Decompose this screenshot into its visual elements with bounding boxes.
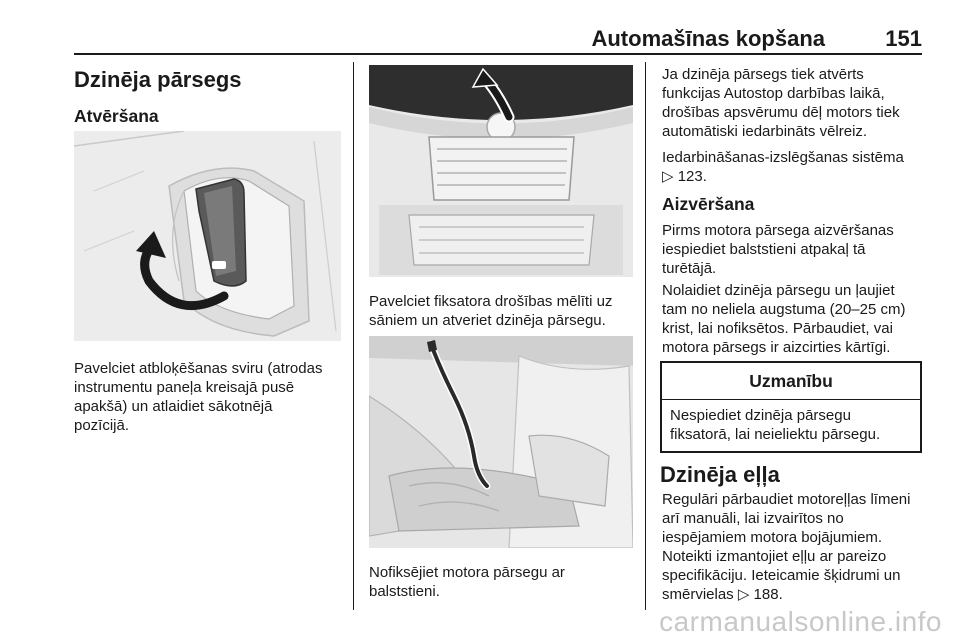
caption-safety-catch: Pavelciet fiksatora drošības mēlīti uz sāniem un atveriet dzinēja pārsegu. <box>369 293 613 329</box>
subsection-title: Aizvēršana <box>662 194 755 214</box>
column-divider <box>645 62 646 610</box>
page-number: 151 <box>885 26 922 51</box>
column-divider <box>353 62 354 610</box>
caution-notice-box <box>660 361 922 453</box>
running-header-title: Automašīnas kopšana <box>591 26 825 51</box>
header-rule <box>74 53 922 55</box>
hood-release-lever-illustration <box>74 131 341 341</box>
section-title: Dzinēja eļļa <box>660 462 780 487</box>
closing-paragraph: Pirms motora pārsega aizvēršanas iespiediet balststieni atpakaļ tā turētājā. <box>662 222 894 277</box>
section-title: Dzinēja pārsegs <box>74 67 242 92</box>
notice-text: Nespiediet dzinēja pārsegu fiksatorā, lai neieliektu pārsegu. <box>670 407 881 443</box>
closing-paragraph: Nolaidiet dzinēja pārsegu un ļaujiet tam no neliela augstuma (20–25 cm) krist, lai nofiksētos. Pārbaudiet, vai motora pārsegs ir aizcirties kārtīgi. <box>662 282 906 356</box>
notice-heading: Uzmanību <box>662 363 920 400</box>
autostop-paragraph: Ja dzinēja pārsegs tiek atvērts funkcijas Autostop darbības laikā, drošības apsvērumu dēļ motors tiek automātiski iedarbināts vēlreiz. <box>662 66 900 140</box>
hood-support-rod-illustration <box>369 336 633 548</box>
subsection-title: Atvēršana <box>74 106 159 126</box>
engine-oil-paragraph: Regulāri pārbaudiet motoreļļas līmeni arī manuāli, lai izvairītos no iespējamiem motora bojājumiem. Noteikti izmantojiet eļļu ar pareizo specifikāciju. Ieteicamie šķidrumi un smērvielas ▷ 188. <box>662 491 911 603</box>
caption-hood-release: Pavelciet atbloķēšanas sviru (atrodas instrumentu paneļa kreisajā pusē apakšā) un atlaidiet sākotnējā pozīcijā. <box>74 360 323 434</box>
watermark: carmanualsonline.info <box>659 606 942 637</box>
cross-reference-paragraph: Iedarbināšanas-izslēgšanas sistēma ▷ 123. <box>662 149 904 185</box>
caption-support-rod: Nofiksējiet motora pārsegu ar balststieni. <box>369 564 565 600</box>
hood-safety-catch-illustration <box>369 65 633 277</box>
